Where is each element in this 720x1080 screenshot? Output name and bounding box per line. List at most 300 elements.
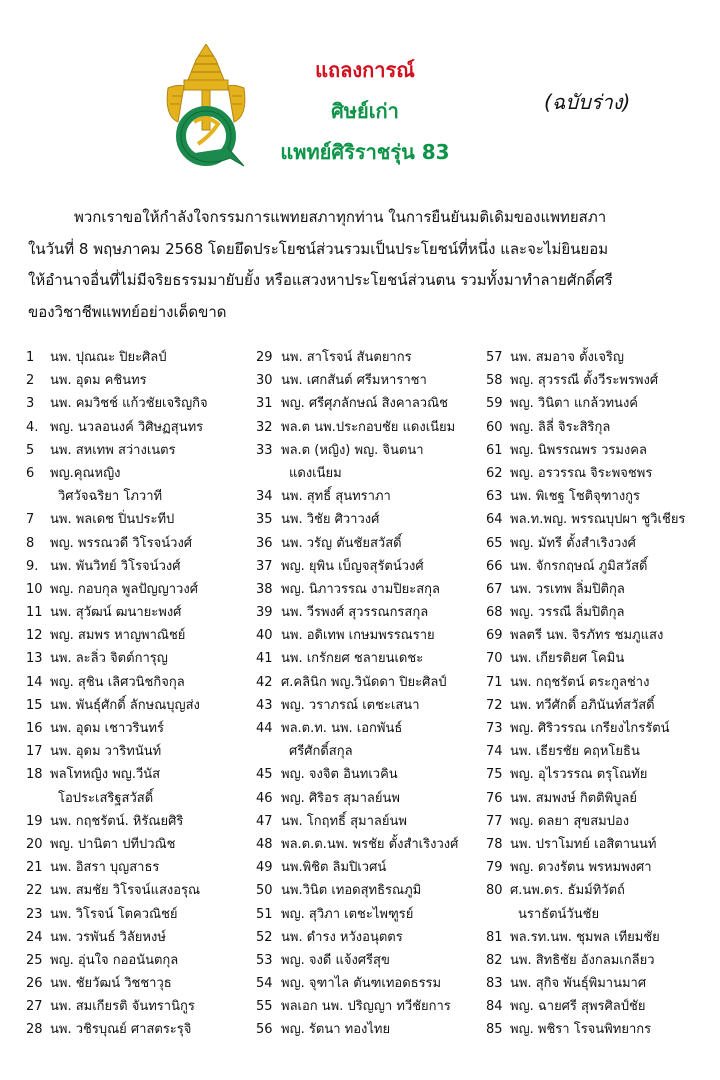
signatory-row [486,532,718,555]
signatory-row [26,763,258,809]
draft-label: (ฉบับร่าง) [544,90,631,114]
signatory-row [256,903,488,926]
signatory-name-line: นพ. กฤชรัตน์ ตระกูลช่าง [510,674,650,690]
signatory-name [281,671,447,694]
signatory-name [510,763,647,786]
signatory-row [256,671,488,694]
signatory-name-line: พลโทหญิง พญ.วีนัส [50,767,161,783]
signatory-name [510,624,663,647]
signatory-name [50,926,166,949]
signatory-row [256,1018,488,1041]
signatory-name [281,485,391,508]
signatory-row [486,601,718,624]
signatory-name-line: พญ. ปานิตา ปทีปวณิช [50,836,176,852]
signatory-number: 53 [256,952,273,968]
signatory-row [256,369,488,392]
signatory-number: 73 [486,721,503,736]
signatory-name-line: นพ. สมอาจ ตั้งเจริญ [510,350,624,365]
signatory-name-continuation: นราธัตน์วันชัย [518,906,600,922]
signatory-number: 71 [486,674,503,690]
signatory-name-line: พญ. อุ่นใจ กออนันตกุล [50,952,179,968]
signatory-name-line: พญ. พรรณวดี วิโรจน์วงศ์ [50,535,193,551]
signatory-row [486,972,718,995]
signatory-name-line: นพ. อดิเทพ เกษมพรรณราย [281,628,435,644]
signatory-name [50,995,195,1018]
signatory-row [26,717,258,740]
signatory-row [486,949,718,972]
signatory-name [281,532,402,555]
signatory-number: 51 [256,906,273,922]
signatory-name [50,671,185,694]
signatory-name-line: ศ.คลินิก พญ.วินัดดา ปิยะศิลป์ [281,674,447,690]
signatory-number: 64 [486,512,503,528]
signatory-number: 47 [256,813,273,829]
signatory-row [486,787,718,810]
signatory-name [50,601,181,624]
signatory-row [26,1018,258,1041]
signatory-number: 63 [486,489,503,505]
signatory-row [256,995,488,1018]
signatory-name [281,578,440,601]
signatory-number: 18 [26,767,43,783]
signatory-row [26,578,258,601]
signatory-row [486,416,718,439]
signatory-name [281,624,435,647]
signatory-name-line: พญ. อรวรรณ จิระพจชพร [510,465,653,481]
signatory-name [281,903,413,926]
signatory-name [281,879,421,902]
signatory-name [50,763,160,809]
signatory-number: 27 [26,999,43,1015]
signatory-name-line: พญ. ศิริวรรณ เกรียงไกรรัตน์ [510,721,670,736]
signatory-row [256,624,488,647]
signatory-name-line: นพ. อุดม เชาวรินทร์ [50,721,164,737]
signatory-name [510,926,660,949]
signatory-name-line: นพ. อิสรา บุญสาธร [50,860,160,876]
signatory-name [510,508,685,531]
signatory-number: 85 [486,1022,503,1038]
signatory-row [256,416,488,439]
signatory-name-line: นพ. จักรกฤษณ์ ภูมิสวัสดิ์ [510,558,648,574]
signatory-row [486,879,718,925]
signatory-name-line: พล.ต.ต.นพ. พรชัย ตั้งสำเริงวงศ์ [281,836,459,852]
signatory-row [486,508,718,531]
signatory-name [50,879,200,902]
signatory-number: 62 [486,465,503,481]
signatory-name-line: นพ.พิชิต ลิมปิเวศน์ [281,860,387,876]
signatory-row [256,949,488,972]
signatory-name-line: พลเอก นพ. ปริญญา ทวีชัยการ [281,999,451,1015]
signatory-row [486,578,718,601]
signatory-name-line: พญ. รัตนา ทองไทย [281,1022,391,1038]
signatory-name [50,346,167,369]
siriraj-emblem-icon [158,44,254,170]
signatory-number: 17 [26,744,43,760]
signatory-name [510,647,624,670]
signatory-row [26,601,258,624]
signatory-number: 57 [486,350,503,365]
signatory-name [510,740,640,763]
header [0,0,720,180]
title-line-statement: แถลงการณ์ [315,58,415,82]
signatory-name-line: นพ. เกียรติยศ โคมิน [510,651,625,667]
signatory-name-continuation: โอประเสริฐสวัสดิ์ [58,790,154,806]
signatory-number: 76 [486,790,503,806]
statement-line: ให้อำนาจอื่นที่ไม่มีจริยธรรมมายับยั้ง หรือแสวงหาประโยชน์ส่วนตน รวมทั้งมาทำลายศักดิ์ศรี [28,271,613,289]
signatory-name [510,485,640,508]
signatory-number: 39 [256,605,273,621]
signatory-name-line: พญ.คุณหญิง [50,465,121,481]
signatory-number: 61 [486,442,503,458]
signatory-name [50,439,176,462]
signatory-name-line: นพ. พลเดช ปิ่นประทีป [50,512,175,528]
signatory-name-line: นพ. อุดม วาริทนันท์ [50,744,162,760]
signatory-name-line: พญ. นิพรรณพร วรมงคล [510,442,647,458]
signatory-name-line: นพ. เกรักยศ ชลายนเดชะ [281,651,424,667]
signatory-number: 22 [26,883,43,899]
signatory-row [486,369,718,392]
signatory-row [256,694,488,717]
signatory-number: 74 [486,744,503,760]
signatory-name [281,949,390,972]
signatory-row [26,949,258,972]
signatory-row [26,624,258,647]
signatory-row [486,624,718,647]
signatory-number: 33 [256,442,273,458]
signatory-name [281,833,458,856]
signatory-row [26,972,258,995]
signatory-number: 4. [26,419,39,435]
signatory-name [50,462,162,508]
signatory-row [486,856,718,879]
signatory-name [510,879,625,925]
signatory-name-line: พญ. สุวรรณี ตั้งวีระพรพงศ์ [510,373,659,389]
signatory-name [510,856,652,879]
signatory-name-line: นพ. พิเชฐ โชติจุฑางกูร [510,489,641,505]
signatory-number: 29 [256,350,273,365]
signatory-column-3 [486,346,718,1042]
signatory-name-line: พล.ท.พญ. พรรณบุปผา ชูวิเชียร [510,512,686,528]
signatory-row [256,508,488,531]
signatory-name [510,810,629,833]
signatory-number: 12 [26,628,43,644]
signatory-number: 77 [486,813,503,829]
signatory-row [486,740,718,763]
signatory-number: 46 [256,790,273,806]
signatory-row [26,694,258,717]
statement-line: ในวันที่ 8 พฤษภาคม 2568 โดยยึดประโยชน์ส่วนรวมเป็นประโยชน์ที่หนึ่ง และจะไม่ยินยอม [28,239,609,258]
signatory-name-line: นพ. สุทธิ์ สุนทราภา [281,489,391,505]
signatory-number: 50 [256,883,273,899]
signatory-name-line: นพ. พันวิทย์ วิโรจน์วงศ์ [50,558,181,574]
signatory-row [26,392,258,415]
signatory-name-line: พญ. วราภรณ์ เตชะเสนา [281,697,420,713]
signatory-name [50,972,172,995]
signatory-name-line: นพ. กฤชรัตน์. หิรัณยศิริ [50,813,184,829]
signatory-row [256,439,488,485]
signatory-name-line: นพ. วรเทพ ลิ่มปิติกุล [510,581,625,597]
signatory-number: 56 [256,1022,273,1038]
signatory-row [256,926,488,949]
signatory-name [50,508,174,531]
signatory-name [50,833,175,856]
signatory-name-line: พญ. สมพร หาญพาณิชย์ [50,628,186,644]
signatory-number: 23 [26,906,43,922]
signatory-row [26,810,258,833]
signatory-name-line: พญ. วรรณี ลิ่มปิติกุล [510,605,625,621]
signatory-name-line: พญ. จุฑาไล ตันฑเทอดธรรม [281,976,442,992]
signatory-name [281,346,412,369]
signatory-name [281,717,402,763]
signatory-row [26,856,258,879]
signatory-name [510,578,625,601]
signatory-name [510,439,647,462]
signatory-number: 49 [256,860,273,876]
signatory-name [510,346,624,369]
signatory-name-line: นพ. ดำรง หวังอนุตตร [281,929,403,945]
signatory-number: 68 [486,605,503,621]
signatory-name [281,392,448,415]
signatory-name [510,462,652,485]
signatory-row [26,647,258,670]
signatory-name-line: นพ. สมเกียรติ จันทรานิกูร [50,999,195,1015]
signatory-number: 54 [256,976,273,992]
signatory-number: 8 [26,535,35,551]
signatory-number: 6 [26,465,35,481]
signatory-name [281,763,398,786]
signatory-name-line: พญ. จงดี แจ้งศรีสุข [281,952,390,968]
signatory-name-line: นพ. วรัญ ตันชัยสวัสดิ์ [281,535,402,551]
signatory-number: 42 [256,674,273,690]
signatory-row [256,717,488,763]
signatory-name-line: นพ. ทวีศักดิ์ อภินันท์สวัสดิ์ [510,697,655,713]
signatory-row [256,763,488,786]
signatory-number: 65 [486,535,503,551]
signatory-name [50,578,198,601]
signatory-name [510,717,670,740]
signatory-name-line: พญ. ลิลี่ จิระสิริกุล [510,419,611,435]
signatory-name [510,833,656,856]
signatory-name-line: ศ.นพ.ดร. ธัมม์ทิวัตถ์ [510,883,625,899]
signatory-name-line: นพ.วินิต เทอดสุทธิรณภูมิ [281,883,422,899]
signatory-name-line: พญ. ศิริอร สุมาลย์นพ [281,790,400,806]
signatory-row [26,671,258,694]
signatory-name-line: พญ. ยุพิน เบ็ญจสุรัตน์วงศ์ [281,558,424,574]
signatory-row [26,508,258,531]
signatory-name [510,555,647,578]
title-block [250,50,480,173]
signatory-number: 35 [256,512,273,528]
signatory-number: 59 [486,396,503,412]
signatory-name-line: นพ. สุวัฒน์ ฒนายะพงศ์ [50,605,182,621]
signatory-name [281,787,400,810]
signatory-name-line: นพ. สิทธิชัย อังกลมเกลียว [510,952,655,968]
signatory-number: 67 [486,581,503,597]
signatory-name [50,624,185,647]
signatory-number: 37 [256,558,273,574]
signatory-number: 75 [486,767,503,783]
signatory-row [486,995,718,1018]
signatory-number: 55 [256,999,273,1015]
signatory-column-2 [256,346,488,1042]
signatory-number: 32 [256,419,273,435]
signatory-number: 66 [486,558,503,574]
signatory-number: 14 [26,674,43,690]
signatory-name-line: พญ. ดลยา สุขสมปอง [510,813,630,829]
signatory-row [486,392,718,415]
signatory-number: 15 [26,697,43,713]
signatory-number: 52 [256,929,273,945]
signatory-row [486,926,718,949]
signatory-name-line: นพ. วิโรจน์ โตควณิชย์ [50,906,178,922]
signatory-name-line: นพ. ปุณณะ ปิยะศิลป์ [50,350,167,365]
signatory-name [510,787,637,810]
signatory-name-line: พญ. กอบกุล พูลปัญญาวงศ์ [50,581,198,597]
signatory-row [26,926,258,949]
signatory-name-line: นพ. พันธุ์ศักดิ์ ลักษณบุญส่ง [50,697,200,713]
signatory-name-line: นพ. อุดม คชินทร [50,373,147,389]
signatory-row [26,346,258,369]
signatory-name [281,972,441,995]
signatory-row [26,995,258,1018]
signatory-row [256,485,488,508]
signatory-number: 40 [256,628,273,644]
signatory-number: 34 [256,489,273,505]
title-line-class: แพทย์ศิริราชรุ่น 83 [280,140,450,164]
signatory-number: 44 [256,721,273,737]
signatory-name-line: พญ. ฉายศรี สุพรศิลป์ชัย [510,999,646,1015]
signatory-column-1 [26,346,258,1042]
signatory-row [26,416,258,439]
signatory-number: 82 [486,952,503,968]
signatory-name [281,439,424,485]
signatory-number: 3 [26,396,35,412]
signatory-name-line: พญ. จงจิต อินทเวคิน [281,767,398,783]
signatory-name [50,392,208,415]
signatory-row [256,578,488,601]
signatory-name [281,995,451,1018]
signatory-name [281,647,423,670]
signatory-name [510,392,638,415]
signatory-number: 9. [26,558,39,574]
signatory-number: 25 [26,952,43,968]
signatory-number: 24 [26,929,43,945]
signatory-row [256,856,488,879]
signatory-number: 2 [26,373,35,389]
signatory-number: 78 [486,836,503,852]
signatory-number: 80 [486,883,503,899]
signatory-row [486,1018,718,1041]
signatory-name [510,995,645,1018]
signatory-number: 60 [486,419,503,435]
signatory-name [50,1018,191,1041]
signatory-name-line: นพ. เศกสันต์ ศรีมหาราชา [281,373,427,389]
signatory-name-line: นพ. ปราโมทย์ เอสิตานนท์ [510,836,657,852]
signatory-number: 69 [486,628,503,644]
signatory-name [50,647,168,670]
signatory-name-line: พญ. สุวิภา เตชะไพฑูรย์ [281,906,414,922]
signatory-name [281,926,403,949]
signatory-row [486,346,718,369]
signatory-row [486,462,718,485]
signatory-row [26,532,258,555]
signatory-row [26,462,258,508]
signatory-name [50,369,147,392]
signatory-name-line: พล.ต นพ.ประกอบชัย แดงเนียม [281,419,456,435]
signatory-name-line: พล.ต (หญิง) พญ. จินตนา [281,442,424,458]
signatory-row [26,903,258,926]
signatory-name-line: พลตรี นพ. จิรภัทร ชมภูแสง [510,628,664,644]
signatory-number: 30 [256,373,273,389]
signatory-number: 58 [486,373,503,389]
signatory-name-continuation: ศรีศักดิ์สกุล [289,744,353,760]
signatory-name [510,671,649,694]
statement-paragraph [28,202,704,328]
signatory-row [256,787,488,810]
signatory-name [50,810,183,833]
signatory-number: 48 [256,836,273,852]
signatory-row [256,601,488,624]
signatory-name-line: นพ. เธียรชัย คฤหโยธิน [510,744,640,760]
signatory-name [510,601,624,624]
signatory-number: 83 [486,976,503,992]
signatory-name-line: พล.รท.นพ. ชุมพล เทียมชัย [510,929,660,945]
signatory-row [26,439,258,462]
signatory-name [510,972,646,995]
signatory-row [486,833,718,856]
signatory-number: 16 [26,721,43,737]
signatory-number: 38 [256,581,273,597]
signatory-row [486,671,718,694]
signatory-name-line: พญ. วินิตา แกล้วทนงค์ [510,396,638,412]
signatory-name [50,949,178,972]
signatory-name-line: นพ. สมพงษ์ กิตติพิบูลย์ [510,790,638,806]
signatory-row [486,694,718,717]
signatory-number: 10 [26,581,43,597]
signatory-name [50,694,200,717]
signatory-name [510,694,655,717]
signatory-number: 13 [26,651,43,667]
signatory-number: 84 [486,999,503,1015]
signatory-name [510,369,658,392]
statement-line: พวกเราขอให้กำลังใจกรรมการแพทยสภาทุกท่าน ในการยืนยันมติเดิมของแพทยสภา [74,208,607,226]
signatory-name [281,810,407,833]
signatory-number: 31 [256,396,273,412]
signatory-name-line: พล.ต.ท. นพ. เอกพันธ์ [281,721,403,737]
signatory-name [281,856,386,879]
signatory-row [486,555,718,578]
signatory-row [256,879,488,902]
signatory-name-line: นพ. ละลิ่ว จิตต์การุญ [50,651,168,667]
signatory-name-line: นพ. วรพันธ์ วิลัยหงษ์ [50,929,166,945]
signatory-name-line: พญ. มัทรี ตั้งสำเริงวงศ์ [510,535,636,551]
signatory-row [26,369,258,392]
signatory-number: 1 [26,350,35,365]
signatory-name-line: พญ. นิภาวรรณ งามปิยะสกุล [281,581,440,597]
signatory-number: 20 [26,836,43,852]
signatory-number: 19 [26,813,43,829]
signatory-number: 81 [486,929,503,945]
signatory-name-line: พญ. นวลอนงค์ วิศิษฏสุนทร [50,419,204,435]
signatory-row [256,810,488,833]
signatory-number: 72 [486,697,503,713]
signatory-name-continuation: วิศวัจฉริยา โภวาที [58,489,163,505]
signatory-row [486,647,718,670]
signatory-name [281,694,420,717]
signatory-name-line: พญ. พชิรา โรจนพิทยากร [510,1022,652,1038]
signatory-name-line: นพ. วีรพงศ์ สุวรรณกรสกุล [281,605,429,621]
signatory-name [281,416,455,439]
